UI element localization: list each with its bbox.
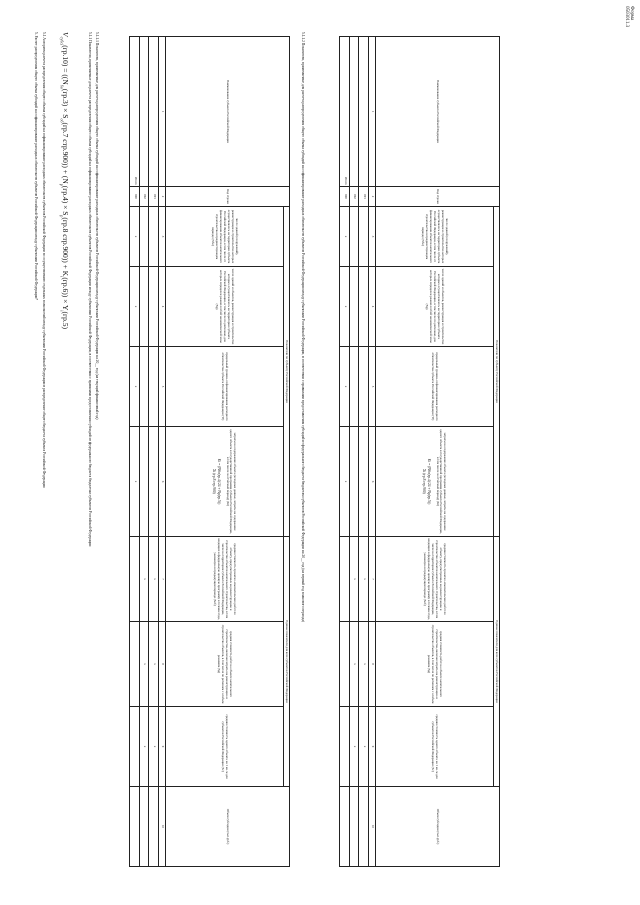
col-header-4: число зданий и объектов, реконструкция и строительство которых осуществлялось на территории субъекта Российской Федерации, в том числе по регионам, для которых определен режим особой экономической зоны (Nр): [375, 267, 493, 347]
k-formula: Ki = (Nбо(гр.4)/24 + Nр(гр.5)) Σi (гр.8 стр.900): [212, 458, 221, 505]
column-numbers-row: 1 2 3 4 5 6 7 8 9 10: [369, 37, 375, 867]
col-header-9: средняя стоимость одного объекта на 1 кв. м для субъектов Российской Федерации (Sc): [375, 707, 493, 787]
heading-5-1-1-2: 5.1.1.2 Показатели, применяемые для расчета распределения общего объема субсидий на софинансирование расходных обязательств субъектов Российской Федерации между субъектами Российской Федерации, в соответствии с правилами предоставления субсидий из федерального бюджета бюджетам субъектов Российской Федерации на 20__ год (на первый год планового периода): [301, 32, 305, 623]
col-header-6: затраты на содержание объекта (исходные данные, затраты на содержание одного объекта в государственной программе субъекта Российской Федерации, в том числе за отчетный период) (Ki) Ki = (Nбо(гр.4)/24 + Nр(гр.5)) Σi (гр.8 стр.900): [165, 427, 283, 537]
rotated-page: [10, 22, 630, 882]
heading-5: 5. Расчет распределения общего объема субсидий на софинансирование расходных обязательств субъектов Российской Федерации между субъектами Российской Федерации*: [34, 32, 38, 301]
col-header-5: предельный уровень софинансирования расходного обязательства субъекта Российской Федерации (Yi): [165, 347, 283, 427]
heading-5-1: 5.1 Алгоритм расчета распределения общего объема субсидий на софинансирование расходных обязательств субъектов Российской Федерации по осуществлению отдельных полномочий между субъектами Российской Федерации в распределение общего бюджета субъекта Российской Федерации: [42, 32, 46, 488]
column-numbers-row: 1 2 3 4 5 6 7 8 9 10: [159, 37, 165, 867]
col-header-8: средняя стоимость работ на объекте капитального строительства, включая затраты на реконструкцию и строительство объектов, в том числе по регионам с особым режимом (Sр): [375, 622, 493, 707]
heading-5-1-1: 5.1.1 Показатели, применяемые для расчета распределения общего объема субсидий на софинансирование расходных обязательств субъектов Российской Федерации между субъектами Российской Федерации, в соответствии с правилами предоставления субсидий из федерального бюджета бюджетам субъектов Российской Федерации: [88, 32, 92, 547]
group-header-subject: Показатели по субъекту Российской Федерации: [283, 207, 289, 537]
k-formula: Ki = (Nбо(гр.4)/24 + Nр(гр.5)) Σi (гр.8 стр.900): [422, 458, 431, 505]
col-header-3: число зданий (сооружений), реконструкция и строительство которых осуществлялось на территории субъекта Российской Федерации, в том числе от финансирования объектов капитального строительства в предшествующем периоде (Nбо): [375, 207, 493, 267]
col-header-total: Объем субсидии (тыс.руб.): [375, 787, 499, 867]
col-header-name: Наименование субъекта Российской Федерации: [375, 37, 499, 187]
indicators-table-first-plan-year: [339, 36, 500, 867]
col-header-7: средняя стоимость проектно-изыскательских работ по объекту, предусмотренных на реконструкцию и строительство объектов капитального строительства, в том числе на территории субъекта Российской Федерации, входящих в федеральную целевую программу в течение года, указанную в предыдущем периоде (Sоб): [375, 537, 493, 622]
col-header-9: средняя стоимость одного объекта на 1 кв. м для субъектов Российской Федерации (Sc): [165, 707, 283, 787]
col-header-8: средняя стоимость работ на объекте капитального строительства, включая затраты на реконструкцию и строительство объектов, в том числе по регионам с особым режимом (Sр): [165, 622, 283, 707]
col-header-4: число зданий и объектов, реконструкция и строительство которых осуществлялось на территории субъекта Российской Федерации, в том числе по регионам, для которых определен режим особой экономической зоны (Nр): [165, 267, 283, 347]
indicators-table-current-year: [129, 36, 290, 867]
table-row: 002 x x x: [139, 37, 149, 867]
group-header-subject: Показатели по субъекту Российской Федерации: [493, 207, 499, 537]
col-header-6: затраты на содержание объекта (исходные данные, затраты на содержание одного объекта в государственной программе субъекта Российской Федерации, в том числе за отчетный период) (Ki) Ki = (Nбо(гр.4)/24 + Nр(гр.5)) Σi (гр.8 стр.900): [375, 427, 493, 537]
heading-5-1-1-1: 5.1.1.1 Показатели, применяемые для расчета распределения общего объема субсидий на софинансирование расходных обязательств субъектов Российской Федерации между субъектами Российской Федерации на 20__ год (на текущий финансовый год): [95, 32, 99, 420]
form-reference: Форма 0503011.3: [624, 6, 634, 28]
col-header-7: средняя стоимость проектно-изыскательских работ по объекту, предусмотренных на реконструкцию и строительство объектов капитального строительства, в том числе на территории субъекта Российской Федерации, входящих в федеральную целевую программу в течение года, указанную в предыдущем периоде (Sоб): [165, 537, 283, 622]
table-row: 002 x x x: [349, 37, 359, 867]
col-header-3: число зданий (сооружений), реконструкция и строительство которых осуществлялось на территории субъекта Российской Федерации, в том числе от финансирования объектов капитального строительства в предшествующем периоде (Nбо): [165, 207, 283, 267]
table-row: 001 x x x: [149, 37, 159, 867]
total-row: Итого 900 x x x x: [340, 37, 350, 867]
col-header-code: Код строки: [375, 187, 499, 207]
col-header-name: Наименование субъекта Российской Федерации: [165, 37, 289, 187]
total-row: Итого 900 x x x x: [130, 37, 140, 867]
distribution-formula: $V_{субсi}(гр.10) = ((N_{бо}(гр.3) \times S_{об}(гр.7$ $стр.900)) + (N_р(гр.4) \times S_р(гр.8$ $стр.900)) + K_i(гр.6)) \times Y_i(гр.5)$: [59, 32, 70, 329]
col-header-total: Объем субсидии (тыс.руб.): [165, 787, 289, 867]
col-header-code: Код строки: [165, 187, 289, 207]
group-header-rf: Единые показатели для всех субъектов Российской Федерации: [493, 537, 499, 787]
group-header-rf: Единые показатели для всех субъектов Российской Федерации: [283, 537, 289, 787]
table-row: 001 x x x: [359, 37, 369, 867]
col-header-5: предельный уровень софинансирования расходного обязательства субъекта Российской Федерации (Yi): [375, 347, 493, 427]
